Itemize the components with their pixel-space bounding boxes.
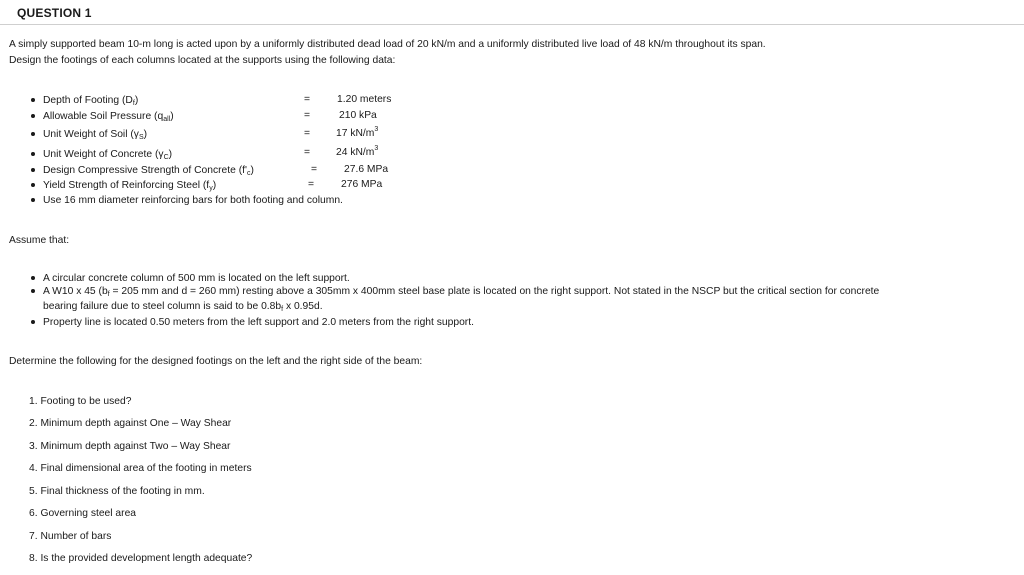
data-item-label: Yield Strength of Reinforcing Steel $(f_y)$ <box>43 180 217 192</box>
question-item: 1. Footing to be used? <box>29 396 132 407</box>
question-item: 5. Final thickness of the footing in mm. <box>29 486 205 497</box>
bullet <box>31 152 35 156</box>
data-item-label: Design Compressive Strength of Concrete $(f'_c)$ <box>43 165 254 177</box>
equals-sign: = <box>304 147 311 158</box>
equals-sign: = <box>304 94 311 105</box>
bullet <box>31 289 35 293</box>
question-item: 2. Minimum depth against One – Way Shear <box>29 418 232 429</box>
data-item-label: Allowable Soil Pressure $(q_{all})$ <box>43 111 174 123</box>
bullet <box>31 114 35 118</box>
question-item: 6. Governing steel area <box>29 508 137 519</box>
data-item-label: Unit Weight of Concrete $(\gamma_C)$ <box>43 149 173 161</box>
equals-sign: = <box>308 179 315 190</box>
equals-sign: = <box>304 128 311 139</box>
data-item-value: 210 kPa <box>339 110 377 121</box>
question-item: 7. Number of bars <box>29 531 112 542</box>
equals-sign: = <box>304 110 311 121</box>
assumption-item: A circular concrete column of 500 mm is located on the left support. <box>43 273 350 284</box>
question-title: QUESTION 1 <box>17 6 92 20</box>
use-bars-note: Use 16 mm diameter reinforcing bars for both footing and column. <box>43 195 343 206</box>
bullet <box>31 132 35 136</box>
assumption-item: Property line is located 0.50 meters from the left support and 2.0 meters from the right support. <box>43 317 474 328</box>
question-item: 4. Final dimensional area of the footing in meters <box>29 463 252 474</box>
question-item: 8. Is the provided development length adequate? <box>29 553 253 564</box>
data-item-value: 27.6 MPa <box>344 164 389 175</box>
bullet <box>31 168 35 172</box>
intro-line-2: Design the footings of each columns located at the supports using the following data: <box>9 55 396 66</box>
assumption-item: A W10 x 45 ($b_f = 205$ mm and d = 260 mm) resting above a 305mm x 400mm steel base plate is located on the right support. Not stated in the NSCP but the critical section for concrete <box>43 286 880 298</box>
bullet <box>31 276 35 280</box>
data-item-label: Unit Weight of Soil $(\gamma_S)$ <box>43 129 148 141</box>
equals-sign: = <box>311 164 318 175</box>
assumption-item-continued: bearing failure due to steel column is said to be $0.8b_f$ x 0.95d. <box>43 301 323 313</box>
bullet <box>31 98 35 102</box>
bullet <box>31 183 35 187</box>
assume-label: Assume that: <box>9 235 70 246</box>
bullet <box>31 320 35 324</box>
data-item-value: 24 $kN/m^3$ <box>336 145 379 158</box>
intro-line-1: A simply supported beam 10-m long is acted upon by a uniformly distributed dead load of 20 kN/m and a uniformly distributed live load of 48 kN/m throughout its span. <box>9 39 766 50</box>
data-item-value: 276 MPa <box>341 179 383 190</box>
data-item-value: 17 $kN/m^3$ <box>336 126 379 139</box>
question-header <box>0 0 1024 25</box>
data-item-label: Depth of Footing $(D_f)$ <box>43 95 139 107</box>
bullet <box>31 198 35 202</box>
determine-label: Determine the following for the designed footings on the left and the right side of the beam: <box>9 356 423 367</box>
data-item-value: 1.20 meters <box>337 94 392 105</box>
question-item: 3. Minimum depth against Two – Way Shear <box>29 441 231 452</box>
